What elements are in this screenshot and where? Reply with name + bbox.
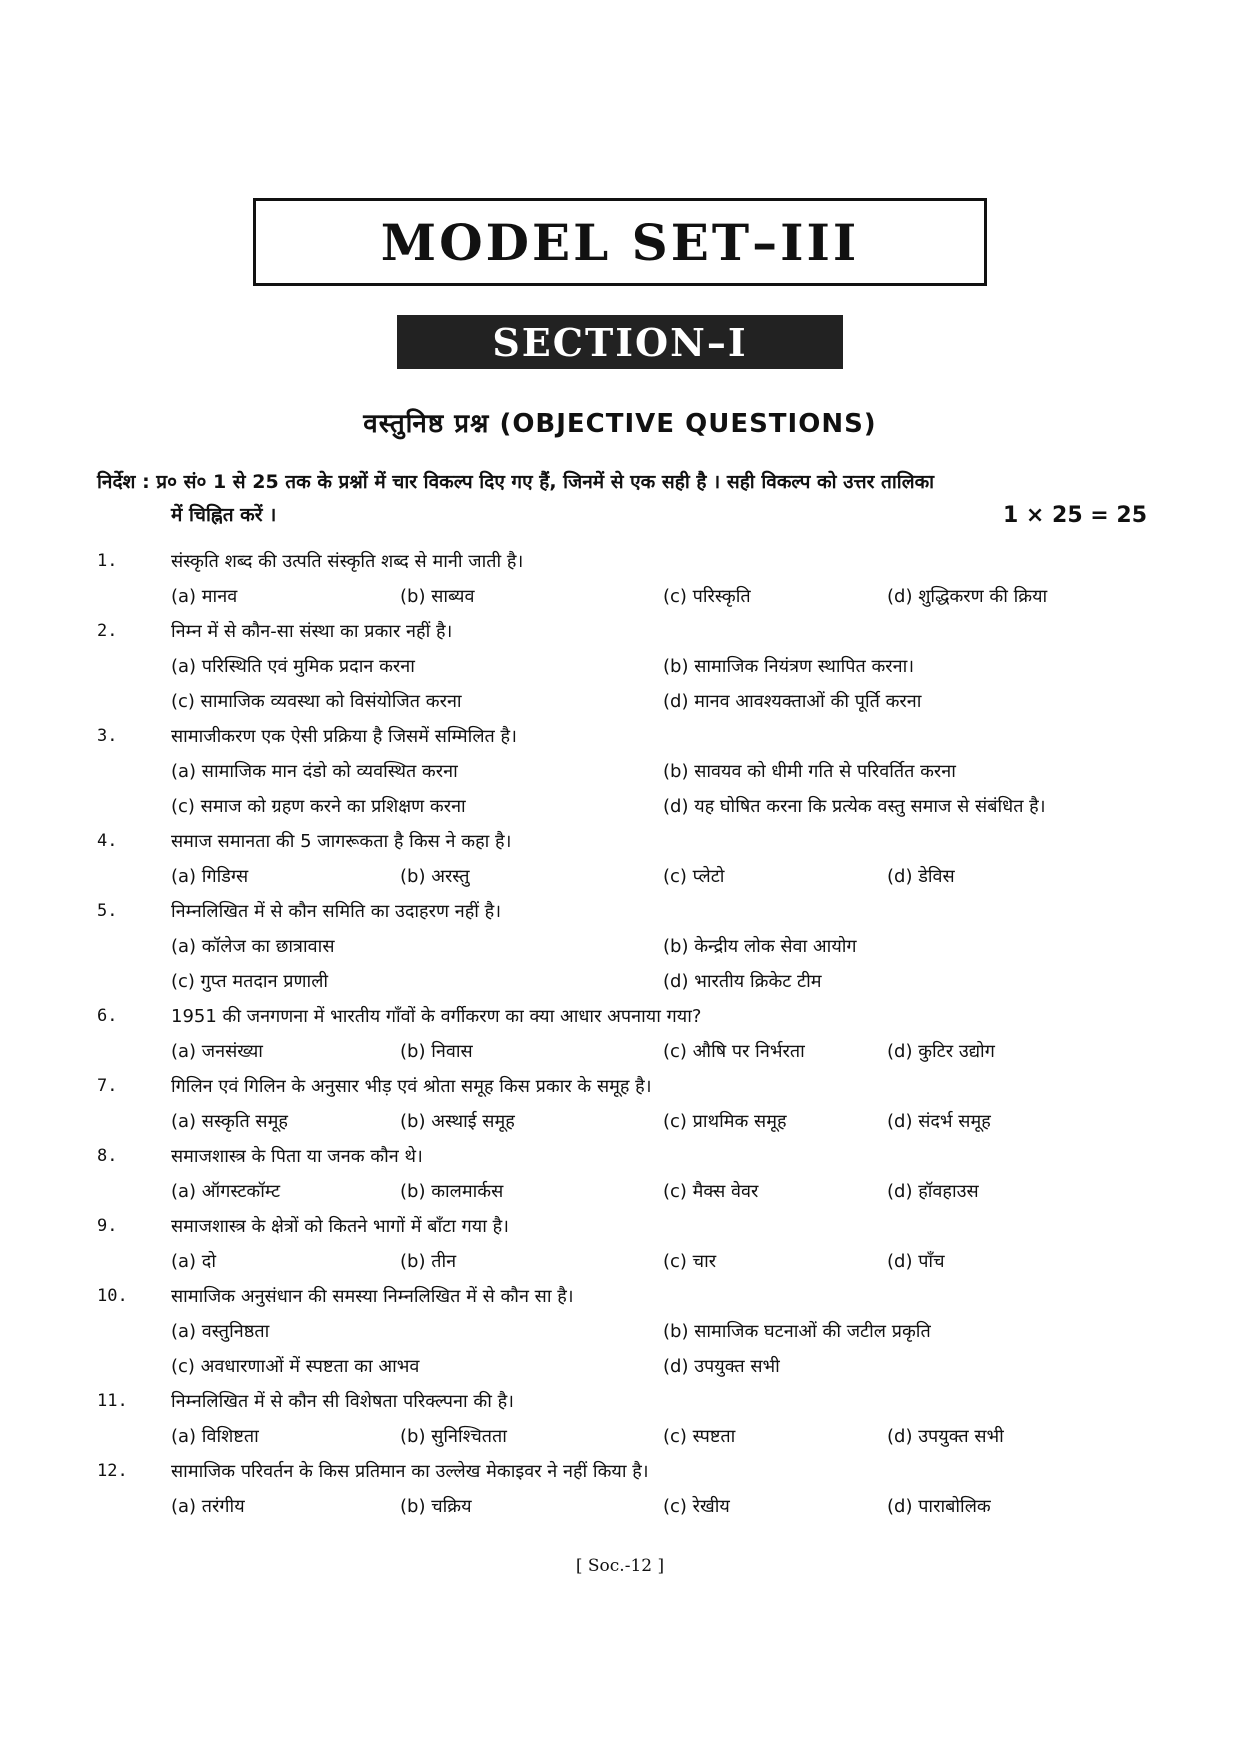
answer-option: (a) जनसंख्या bbox=[171, 1041, 263, 1062]
options-row bbox=[97, 650, 1157, 685]
question-number: 5. bbox=[97, 901, 118, 921]
answer-option: (a) परिस्थिति एवं मुमिक प्रदान करना bbox=[171, 656, 415, 677]
question-number: 2. bbox=[97, 621, 118, 641]
model-set-title-box bbox=[253, 198, 987, 286]
options-row bbox=[97, 580, 1157, 615]
question-list bbox=[97, 545, 1157, 1525]
answer-option: (a) ऑगस्टकॉम्ट bbox=[171, 1181, 281, 1202]
question-text: निम्न में से कौन-सा संस्था का प्रकार नहीं है। bbox=[171, 621, 453, 642]
answer-option: (d) भारतीय क्रिकेट टीम bbox=[663, 971, 822, 992]
answer-option: (d) उपयुक्त सभी bbox=[887, 1426, 1004, 1447]
question-number: 11. bbox=[97, 1391, 128, 1411]
options-row bbox=[97, 1420, 1157, 1455]
answer-option: (b) साब्यव bbox=[400, 586, 475, 607]
answer-option: (c) सामाजिक व्यवस्था को विसंयोजित करना bbox=[171, 691, 462, 712]
answer-option: (b) अस्थाई समूह bbox=[400, 1111, 515, 1132]
question-text: समाज समानता की 5 जागरूकता है किस ने कहा है। bbox=[171, 831, 512, 852]
answer-option: (b) सामाजिक घटनाओं की जटील प्रकृति bbox=[663, 1321, 931, 1342]
question-text: निम्नलिखित में से कौन सी विशेषता परिक्ल्पना की है। bbox=[171, 1391, 514, 1412]
answer-option: (d) पाँच bbox=[887, 1251, 945, 1272]
answer-option: (b) कालमार्कस bbox=[400, 1181, 504, 1202]
answer-option: (b) सुनिश्चितता bbox=[400, 1426, 507, 1447]
question-number: 10. bbox=[97, 1286, 128, 1306]
options-row bbox=[97, 965, 1157, 1000]
question-row bbox=[97, 615, 1157, 650]
section-banner bbox=[397, 315, 843, 369]
answer-option: (d) यह घोषित करना कि प्रत्येक वस्तु समाज से संबंधित है। bbox=[663, 796, 1046, 817]
question-text: 1951 की जनगणना में भारतीय गाँवों के वर्गीकरण का क्या आधार अपनाया गया? bbox=[171, 1006, 702, 1027]
options-row bbox=[97, 1035, 1157, 1070]
question-number: 8. bbox=[97, 1146, 118, 1166]
question-row bbox=[97, 895, 1157, 930]
options-row bbox=[97, 1175, 1157, 1210]
instruction-line-2: में चिह्नित करें । bbox=[171, 504, 277, 526]
question-row bbox=[97, 545, 1157, 580]
options-row bbox=[97, 685, 1157, 720]
question-text: समाजशास्त्र के क्षेत्रों को कितने भागों में बाँटा गया है। bbox=[171, 1216, 509, 1237]
answer-option: (c) प्लेटो bbox=[663, 866, 725, 887]
objective-questions-heading: वस्तुनिष्ठ प्रश्न (OBJECTIVE QUESTIONS) bbox=[363, 409, 877, 439]
answer-option: (d) कुटिर उद्योग bbox=[887, 1041, 995, 1062]
question-number: 4. bbox=[97, 831, 118, 851]
answer-option: (a) विशिष्टता bbox=[171, 1426, 259, 1447]
question-text: समाजशास्त्र के पिता या जनक कौन थे। bbox=[171, 1146, 423, 1167]
question-number: 1. bbox=[97, 551, 118, 571]
question-text: संस्कृति शब्द की उत्पति संस्कृति शब्द से मानी जाती है। bbox=[171, 551, 524, 572]
answer-option: (a) सामाजिक मान दंडो को व्यवस्थित करना bbox=[171, 761, 458, 782]
answer-option: (a) गिडिग्स bbox=[171, 866, 249, 887]
question-number: 6. bbox=[97, 1006, 118, 1026]
answer-option: (d) हॉवहाउस bbox=[887, 1181, 979, 1202]
options-row bbox=[97, 1245, 1157, 1280]
answer-option: (b) अरस्तु bbox=[400, 866, 470, 887]
model-set-title: MODEL SET–III bbox=[380, 212, 860, 272]
question-row bbox=[97, 1000, 1157, 1035]
options-row bbox=[97, 1315, 1157, 1350]
options-row bbox=[97, 860, 1157, 895]
answer-option: (a) सस्कृति समूह bbox=[171, 1111, 288, 1132]
answer-option: (a) वस्तुनिष्ठता bbox=[171, 1321, 270, 1342]
question-text: निम्नलिखित में से कौन समिति का उदाहरण नहीं है। bbox=[171, 901, 502, 922]
section-title: SECTION–I bbox=[492, 319, 748, 365]
question-row bbox=[97, 1280, 1157, 1315]
question-number: 3. bbox=[97, 726, 118, 746]
answer-option: (a) कॉलेज का छात्रावास bbox=[171, 936, 335, 957]
options-row bbox=[97, 1350, 1157, 1385]
answer-option: (a) दो bbox=[171, 1251, 217, 1272]
answer-option: (d) डेविस bbox=[887, 866, 955, 887]
answer-option: (c) रेखीय bbox=[663, 1496, 730, 1517]
answer-option: (c) प्राथमिक समूह bbox=[663, 1111, 787, 1132]
answer-option: (d) मानव आवश्यक्ताओं की पूर्ति करना bbox=[663, 691, 922, 712]
answer-option: (c) परिस्कृति bbox=[663, 586, 751, 607]
answer-option: (c) मैक्स वेवर bbox=[663, 1181, 759, 1202]
answer-option: (b) निवास bbox=[400, 1041, 473, 1062]
question-number: 9. bbox=[97, 1216, 118, 1236]
question-number: 12. bbox=[97, 1461, 128, 1481]
page-footer: [ Soc.-12 ] bbox=[575, 1556, 665, 1576]
question-text: गिलिन एवं गिलिन के अनुसार भीड़ एवं श्रोता समूह किस प्रकार के समूह है। bbox=[171, 1076, 652, 1097]
question-row bbox=[97, 1385, 1157, 1420]
answer-option: (c) चार bbox=[663, 1251, 717, 1272]
question-row bbox=[97, 1070, 1157, 1105]
answer-option: (a) मानव bbox=[171, 586, 238, 607]
instructions bbox=[97, 466, 1147, 532]
answer-option: (b) तीन bbox=[400, 1251, 457, 1272]
answer-option: (c) अवधारणाओं में स्पष्टता का आभव bbox=[171, 1356, 420, 1377]
question-row bbox=[97, 1210, 1157, 1245]
marks-total: 1 × 25 = 25 bbox=[1002, 503, 1147, 528]
answer-option: (a) तरंगीय bbox=[171, 1496, 245, 1517]
options-row bbox=[97, 790, 1157, 825]
answer-option: (b) केन्द्रीय लोक सेवा आयोग bbox=[663, 936, 857, 957]
question-text: सामाजीकरण एक ऐसी प्रक्रिया है जिसमें सम्मिलित है। bbox=[171, 726, 517, 747]
options-row bbox=[97, 1105, 1157, 1140]
question-text: सामाजिक परिवर्तन के किस प्रतिमान का उल्लेख मेकाइवर ने नहीं किया है। bbox=[171, 1461, 649, 1482]
options-row bbox=[97, 930, 1157, 965]
options-row bbox=[97, 755, 1157, 790]
answer-option: (b) सामाजिक नियंत्रण स्थापित करना। bbox=[663, 656, 915, 677]
answer-option: (c) औषि पर निर्भरता bbox=[663, 1041, 805, 1062]
answer-option: (b) चक्रिय bbox=[400, 1496, 472, 1517]
answer-option: (d) शुद्धिकरण की क्रिया bbox=[887, 586, 1048, 607]
question-text: सामाजिक अनुसंधान की समस्या निम्नलिखित में से कौन सा है। bbox=[171, 1286, 574, 1307]
instruction-line-1: निर्देश : प्र० सं० 1 से 25 तक के प्रश्नों में चार विकल्प दिए गए हैं, जिनमें से एक सही है । सही विकल्प को उत्तर तालिका bbox=[97, 471, 935, 493]
question-row bbox=[97, 1455, 1157, 1490]
answer-option: (c) समाज को ग्रहण करने का प्रशिक्षण करना bbox=[171, 796, 466, 817]
question-row bbox=[97, 1140, 1157, 1175]
answer-option: (c) गुप्त मतदान प्रणाली bbox=[171, 971, 329, 992]
answer-option: (d) उपयुक्त सभी bbox=[663, 1356, 780, 1377]
answer-option: (d) संदर्भ समूह bbox=[887, 1111, 991, 1132]
question-number: 7. bbox=[97, 1076, 118, 1096]
answer-option: (d) पाराबोलिक bbox=[887, 1496, 991, 1517]
answer-option: (b) सावयव को धीमी गति से परिवर्तित करना bbox=[663, 761, 956, 782]
question-row bbox=[97, 825, 1157, 860]
options-row bbox=[97, 1490, 1157, 1525]
answer-option: (c) स्पष्टता bbox=[663, 1426, 736, 1447]
question-row bbox=[97, 720, 1157, 755]
